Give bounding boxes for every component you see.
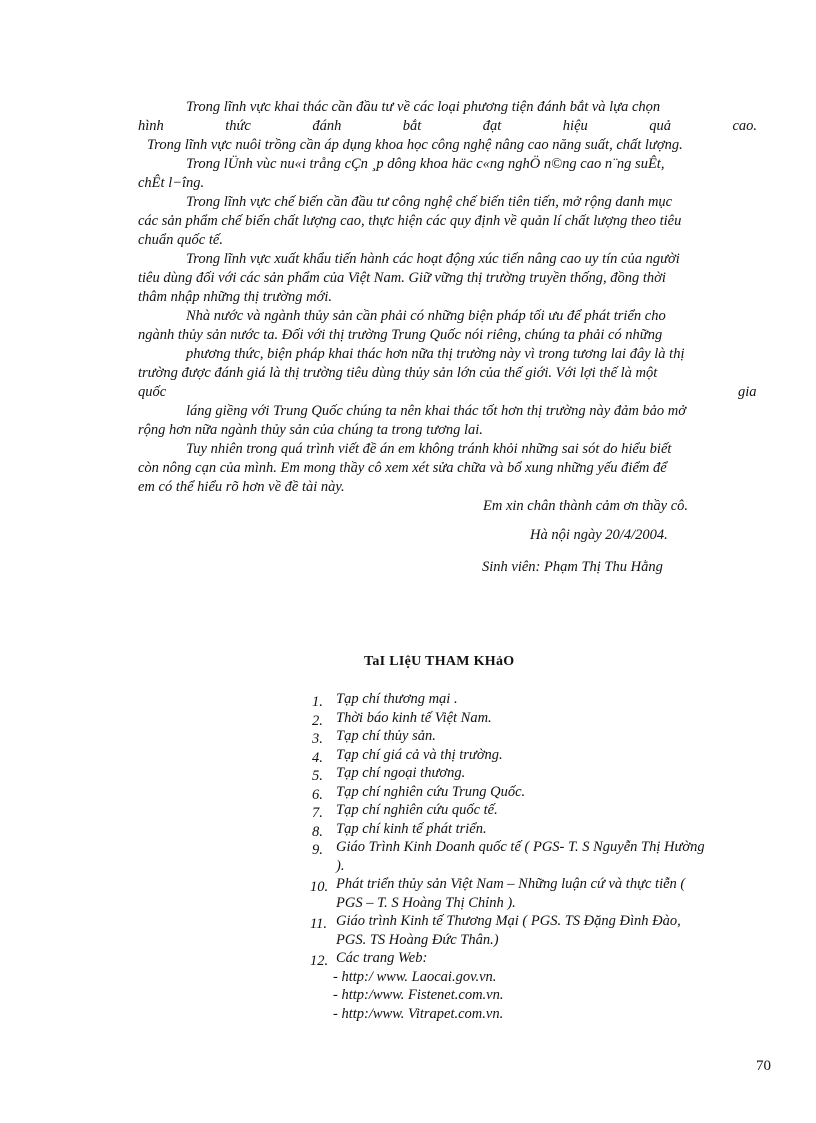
paragraph-line: Tuy nhiên trong quá trình viết đề án em không tránh khỏi những sai sót do hiểu biết (186, 441, 672, 457)
paragraph-line: các sản phẩm chế biến chất lượng cao, thực hiện các quy định về quản lí chất lượng theo tiêu (138, 213, 682, 229)
reference-number: 1. (312, 694, 323, 710)
reference-text: ). (336, 857, 345, 874)
paragraph-line: rộng hơn nữa ngành thủy sản của chúng ta trong tương lai. (138, 422, 483, 438)
reference-text: Tạp chí thương mại . (336, 691, 458, 707)
reference-website: - http:/ www. Laocai.gov.vn. (333, 968, 497, 985)
paragraph-line: thâm nhập những thị trường mới. (138, 289, 333, 305)
paragraph-line: Trong lĩnh vực khai thác cần đầu tư về các loại phương tiện đánh bắt và lựa chọn (186, 99, 661, 115)
paragraph-line: Trong lĩnh vực chế biến cần đầu tư công nghệ chế biến tiên tiến, mở rộng danh mục (186, 194, 673, 210)
reference-number: 8. (312, 823, 323, 840)
reference-text: Tạp chí ngoại thương. (336, 765, 466, 781)
reference-text: Tạp chí nghiên cứu quốc tế. (336, 802, 498, 818)
reference-text: Các trang Web: (336, 950, 428, 966)
reference-number: 6. (312, 786, 323, 803)
paragraph-line: ngành thủy sản nước ta. Đối với thị trường Trung Quốc nói riêng, chúng ta phải có những (138, 327, 663, 343)
reference-text: PGS – T. S Hoàng Thị Chỉnh ). (336, 894, 516, 911)
paragraph-line: phương thức, biện pháp khai thác hơn nữa thị trường này vì trong tương lai đây là thị (186, 346, 685, 362)
paragraph-line: gia (738, 384, 757, 400)
reference-text: Giáo Trình Kinh Doanh quốc tế ( PGS- T. S Nguyễn Thị Hường (336, 839, 705, 855)
paragraph-line: hình thức đánh bắt đạt hiệu quả cao. (138, 118, 757, 134)
reference-text: Tạp chí thủy sản. (336, 728, 436, 744)
reference-number: 12. (310, 953, 329, 969)
paragraph-line: tiêu dùng đối với các sản phẩm của Việt Nam. Giữ vững thị trường truyền thống, đồng thời (138, 270, 666, 286)
paragraph-line: còn nông cạn của mình. Em mong thầy cô xem xét sửa chữa và bổ xung những yếu điểm để (138, 460, 667, 476)
reference-number: 4. (312, 749, 323, 766)
reference-number: 2. (312, 712, 323, 729)
closing-date: Hà nội ngày 20/4/2004. (530, 527, 668, 543)
paragraph-line: trường được đánh giá là thị trường tiêu dùng thủy sản lớn của thế giới. Với lợi thế là một (138, 365, 658, 381)
reference-text: Giáo trình Kinh tế Thương Mại ( PGS. TS Đặng Đình Đào, (336, 913, 681, 929)
closing-thanks: Em xin chân thành cảm ơn thầy cô. (483, 498, 689, 514)
reference-text: Tạp chí kinh tế phát triển. (336, 820, 487, 837)
paragraph-line: quốc (138, 384, 167, 400)
paragraph-line: chuẩn quốc tế. (138, 232, 223, 248)
reference-number: 5. (312, 768, 323, 784)
references-title: TaI LIệU THAM KHảO (364, 654, 515, 669)
paragraph-line: Trong lÜnh vùc nu«i trång cÇn ¸p dông khoa häc c«ng nghÖ n©ng cao n¨ng suÊt, (186, 156, 665, 172)
closing-signature: Sinh viên: Phạm Thị Thu Hằng (482, 559, 663, 575)
reference-text: Tạp chí giá cả và thị trường. (336, 746, 503, 763)
reference-number: 11. (310, 916, 328, 932)
paragraph-line: Trong lĩnh vực xuất khẩu tiến hành các hoạt động xúc tiến nâng cao uy tín của người (186, 251, 680, 267)
reference-number: 3. (312, 731, 323, 747)
reference-text: Phát triển thủy sản Việt Nam – Những luận cứ và thực tiễn ( (336, 876, 686, 892)
paragraph-line: chÊt l−îng. (138, 175, 205, 191)
reference-number: 7. (312, 805, 323, 821)
paragraph-line: láng giềng với Trung Quốc chúng ta nên khai thác tốt hơn thị trường này đảm bảo mở (186, 403, 687, 419)
reference-text: Thời báo kinh tế Việt Nam. (336, 709, 492, 726)
reference-website: - http:/www. Fistenet.com.vn. (333, 987, 504, 1003)
reference-text: Tạp chí nghiên cứu Trung Quốc. (336, 783, 526, 800)
paragraph-line: em có thể hiểu rõ hơn về đề tài này. (138, 479, 345, 495)
page-number: 70 (756, 1058, 771, 1074)
reference-text: PGS. TS Hoàng Đức Thân.) (336, 931, 499, 948)
reference-number: 9. (312, 842, 323, 858)
reference-number: 10. (310, 879, 329, 895)
paragraph-line: Trong lĩnh vực nuôi trồng cần áp dụng khoa học công nghệ nâng cao năng suất, chất lượng. (147, 137, 683, 153)
paragraph-line: Nhà nước và ngành thủy sản cần phải có những biện pháp tối ưu để phát triển cho (186, 308, 666, 324)
reference-website: - http:/www. Vitrapet.com.vn. (333, 1005, 504, 1022)
